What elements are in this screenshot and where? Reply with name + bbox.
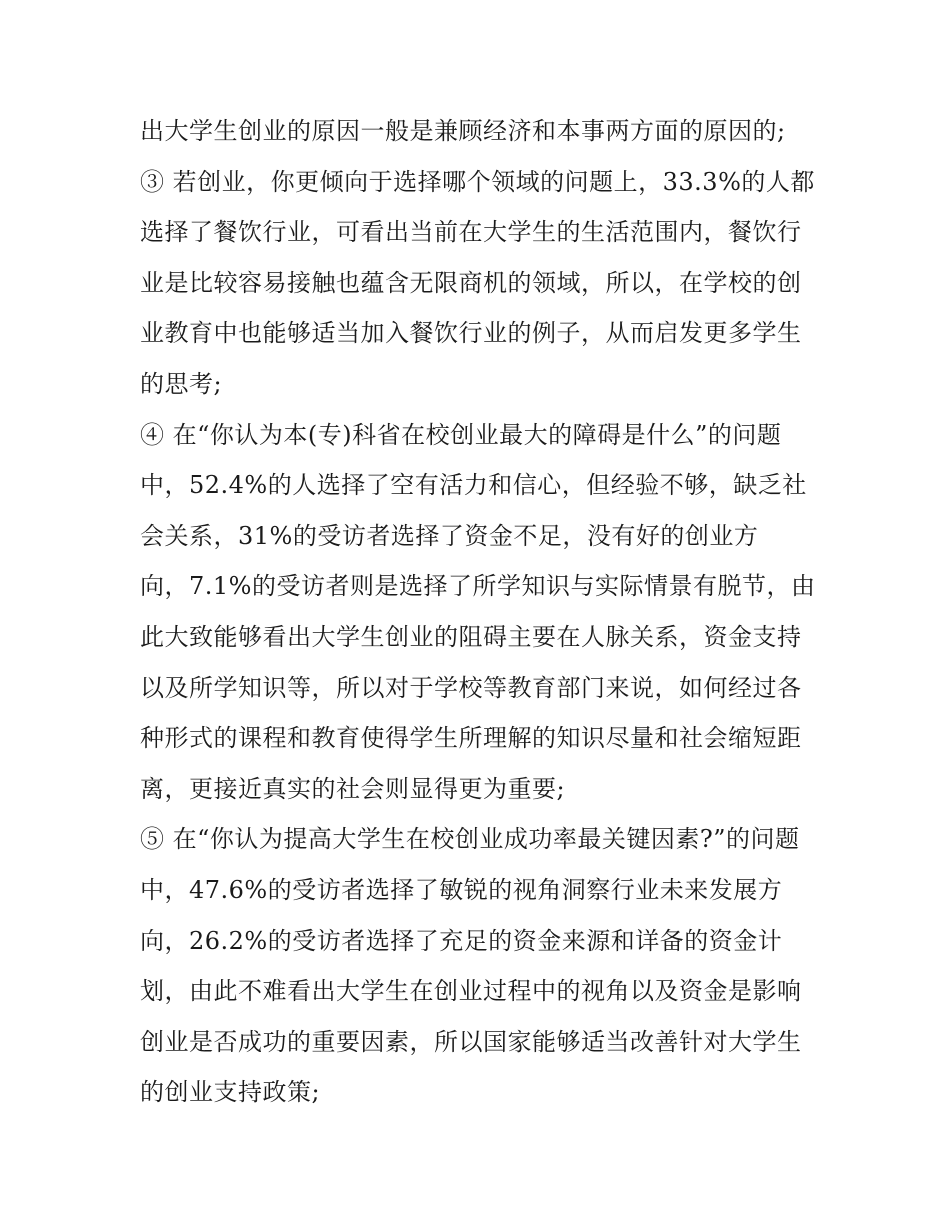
text-line: 中，47.6%的受访者选择了敏锐的视角洞察行业未来发展方	[140, 875, 783, 904]
text-line: 的思考;	[140, 369, 223, 398]
text-line: 选择了餐饮行业，可看出当前在大学生的生活范围内，餐饮行	[140, 218, 802, 247]
text-line: 种形式的课程和教育使得学生所理解的知识尽量和社会缩短距	[140, 724, 802, 753]
text-line: 会关系，31%的受访者选择了资金不足，没有好的创业方	[140, 521, 759, 550]
body-text	[140, 106, 820, 1118]
text-line: ③ 若创业，你更倾向于选择哪个领域的问题上，33.3%的人都	[140, 167, 815, 196]
text-line: 向，26.2%的受访者选择了充足的资金来源和详备的资金计	[140, 926, 783, 955]
text-line: 中，52.4%的人选择了空有活力和信心，但经验不够，缺乏社	[140, 471, 807, 500]
text-line: 划，由此不难看出大学生在创业过程中的视角以及资金是影响	[140, 977, 802, 1006]
text-line: 向，7.1%的受访者则是选择了所学知识与实际情景有脱节，由	[140, 572, 816, 601]
text-line: 离，更接近真实的社会则显得更为重要;	[140, 774, 566, 803]
text-line: 以及所学知识等，所以对于学校等教育部门来说，如何经过各	[140, 673, 802, 702]
text-line: ⑤ 在“你认为提高大学生在校创业成功率最关键因素?”的问题	[140, 825, 800, 854]
text-line: 出大学生创业的原因一般是兼顾经济和本事两方面的原因的;	[140, 117, 786, 145]
text-line: ④ 在“你认为本(专)科省在校创业最大的障碍是什么”的问题	[140, 420, 782, 449]
text-line: 业教育中也能够适当加入餐饮行业的例子，从而启发更多学生	[140, 319, 802, 348]
text-line: 创业是否成功的重要因素，所以国家能够适当改善针对大学生	[140, 1027, 802, 1056]
text-line: 此大致能够看出大学生创业的阻碍主要在人脉关系，资金支持	[140, 622, 802, 651]
text-line: 业是比较容易接触也蕴含无限商机的领域，所以，在学校的创	[140, 268, 802, 297]
text-line: 的创业支持政策;	[140, 1078, 321, 1107]
